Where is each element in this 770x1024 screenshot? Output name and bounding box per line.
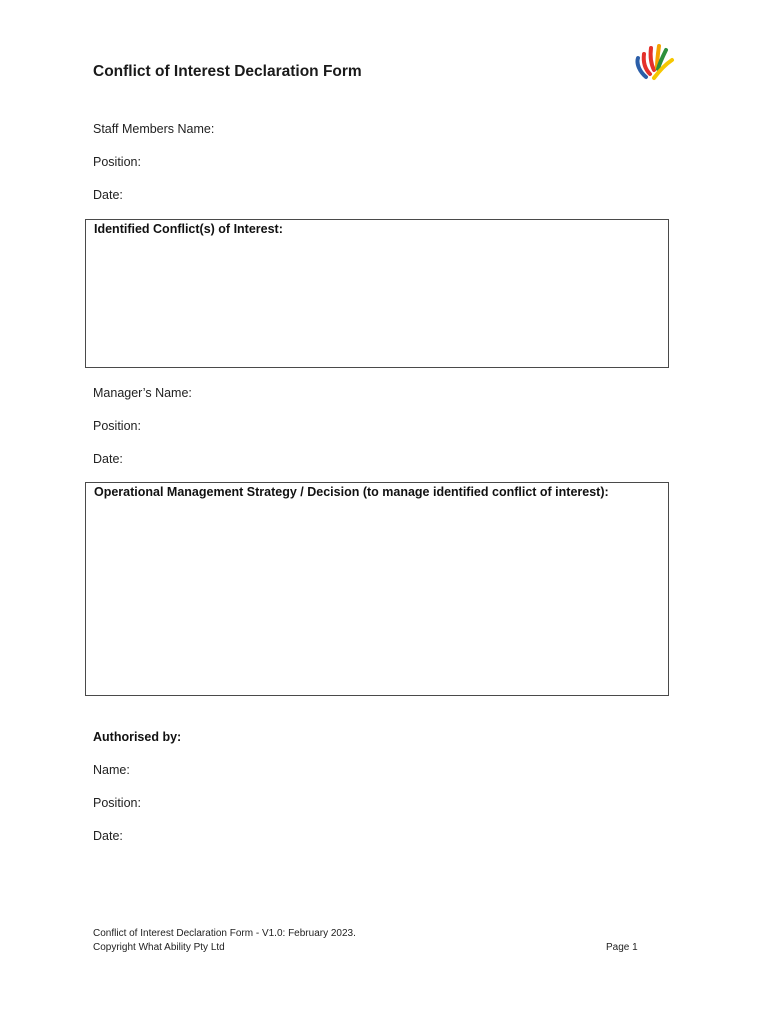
authorised-position-label: Position: [93, 796, 141, 810]
authorised-heading: Authorised by: [93, 730, 182, 744]
authorised-name-label: Name: [93, 763, 130, 777]
authorised-date-label: Date: [93, 829, 123, 843]
hand-logo-icon [632, 42, 676, 84]
manager-date-label: Date: [93, 452, 123, 466]
manager-position-label: Position: [93, 419, 141, 433]
page-number: Page 1 [606, 942, 638, 953]
conflict-box[interactable] [85, 219, 669, 368]
strategy-box-label: Operational Management Strategy / Decision (to manage identified conflict of interest): [94, 485, 609, 499]
staff-date-label: Date: [93, 188, 123, 202]
staff-name-label: Staff Members Name: [93, 122, 215, 136]
strategy-box[interactable] [85, 482, 669, 696]
footer-copyright: Copyright What Ability Pty Ltd [93, 942, 225, 953]
page-title: Conflict of Interest Declaration Form [93, 63, 362, 80]
staff-position-label: Position: [93, 155, 141, 169]
footer-version: Conflict of Interest Declaration Form - V1.0: February 2023. [93, 928, 356, 939]
conflict-box-label: Identified Conflict(s) of Interest: [94, 222, 283, 236]
manager-name-label: Manager’s Name: [93, 386, 192, 400]
